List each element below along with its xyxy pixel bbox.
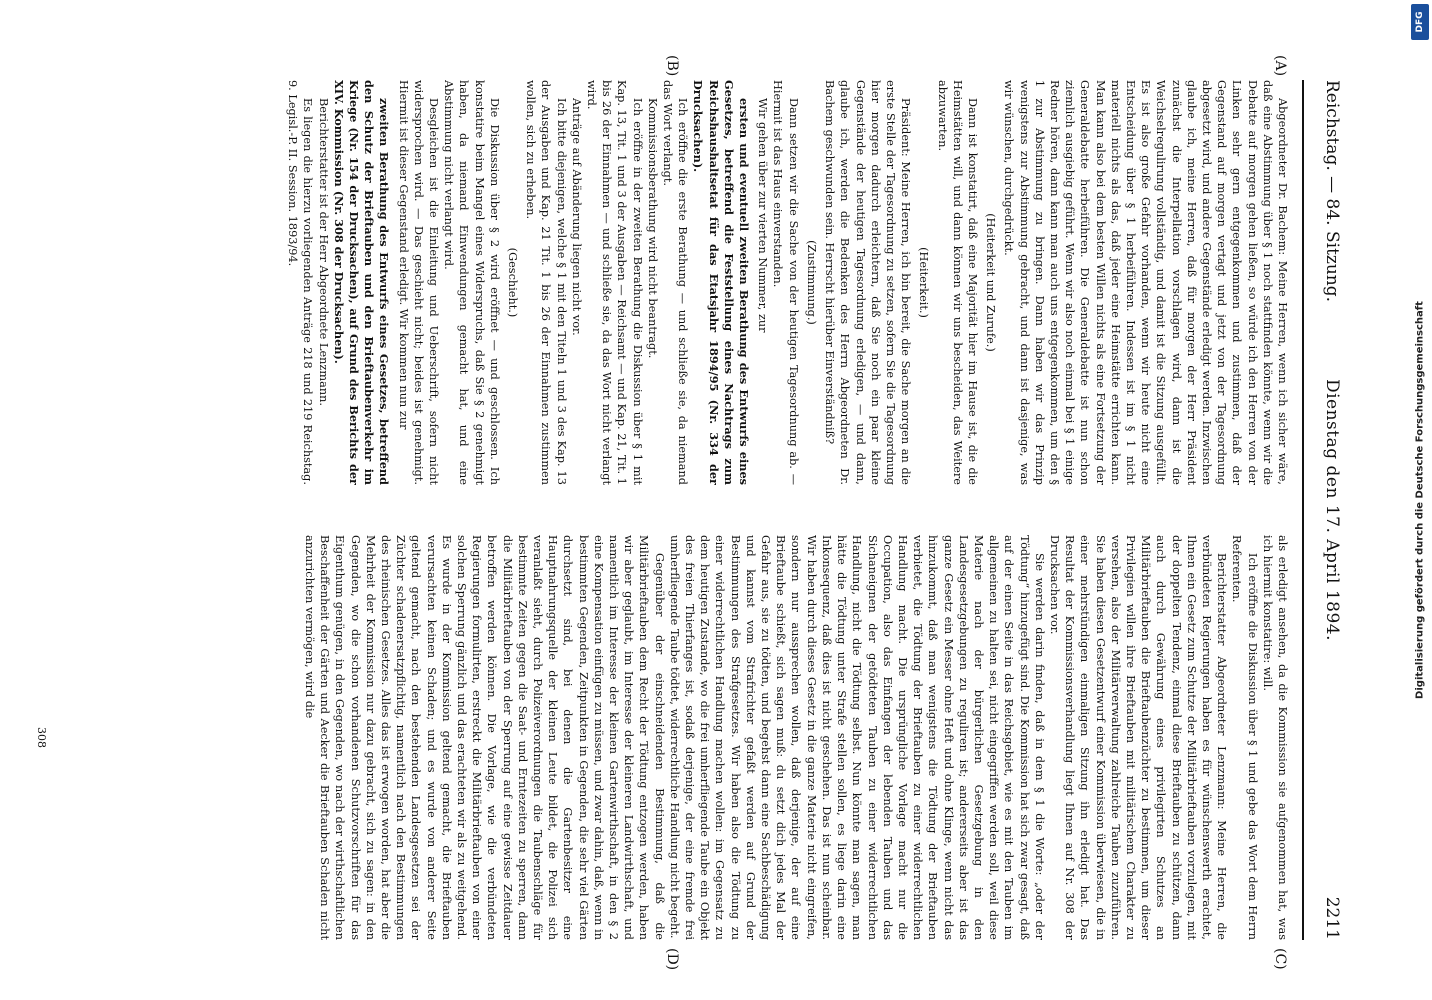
paragraph: ersten und eventuell zweiten Berathung des Entwurfs eines Gesetzes, betreffend die Feststellung eines Nachtrags zum Reichshaushaltsetat für das Etatsjahr 1894/95 (Nr. 334 der Drucksachen). xyxy=(691,80,752,485)
paragraph: Sie werden darin finden, daß in dem § 1 die Worte: „oder der Tödtung“ hinzugefügt sind. Die Kommission hat sich zwar gesagt, daß auf der einen Seite in das Reichsgebiet, wie es mit den Tauben im allgemeinen zu halten sei, nicht eingegriffen werden soll, weil diese Materie nach der bürgerlichen Gesetzgebung in den Landesgesetzgebungen zu reguliren ist; andererseits aber ist das ganze Gesetz ein Messer ohne Heft und ohne Klinge, wenn nicht das hinzukommt, daß man wenigstens die Tödtung der Brieftauben verbietet, die Tödtung der Brieftauben zu einer widerrechtlichen Handlung macht. Die ursprüngliche Vorlage macht nur die Occupation, also das Einfangen der lebenden Tauben und das Sichaneignen der getödteten Tauben zu einer widerrechtlichen Handlung, nicht die Tödtung selbst. Nun könnte man sagen, man hätte die Tödtung unter Strafe stellen sollen, es liege darin eine Inkonsequenz, daß dies ist nicht geschehen. Das ist nun scheinbar. Wir haben durch dieses Gesetz in die ganze Materie nicht eingreifen, sondern nur aussprechen wollen, daß derjenige, der auf eine Brieftaube schießt, sich sagen muß: du setzt dich jedes Mal der Gefahr aus, sie zu tödten, und begehst dann eine Sachbeschädigung und kannst vom Strafrichter gefaßt werden auf Grund der Bestimmungen des Strafgesetzes. Wir haben also die Tödtung zu einer widerrechtlichen Handlung machen wollen: im Gegensatz zu dem heutigen Zustande, wo die frei umherfliegende Taube ein Objekt des freien Thierfanges ist, sodaß derjenige, der eine fremde frei umherfliegende Taube tödtet, widerrechtliche Handlung nicht begeht. xyxy=(667,535,1046,940)
paragraph: zweiten Berathung des Entwurfs eines Gesetzes, betreffend den Schutz der Brieftauben und den Brieftaubenverkehr im Kriege (Nr. 154 der Drucksachen), auf Grund des Berichts der XIV. Kommission (Nr. 308 der Drucksachen). xyxy=(331,80,392,485)
paragraph: Ich eröffne die erste Berathung — und schließe sie, da niemand das Wort verlangt. xyxy=(661,80,690,485)
paragraph: (Heiterkeit und Zurufe.) xyxy=(984,213,998,352)
paragraph: Dann setzen wir die Sache von der heutigen Tagesordnung ab. — Hiermit ist das Haus einverstanden. xyxy=(771,80,800,485)
paragraph: Kommissionsberathung wird nicht beantragt. xyxy=(645,98,659,359)
paragraph: Desgleichen ist die Einleitung und Ueberschrift, sofern nicht widersprochen wird. — Das geschieht nicht; beides ist genehmigt. Hiermit ist dieser Gegenstand erledigt. Wir kommen nun zur xyxy=(396,80,441,485)
page-header xyxy=(1314,80,1350,940)
paragraph: Dann ist konstatirt, daß eine Majorität hier im Hause ist, die die Heimstätten will, und dann können wir uns bescheiden, das Weitere abzuwarten. xyxy=(935,80,979,485)
header-rule xyxy=(1302,80,1304,940)
paragraph: Berichterstatter Abgeordneter Lenzmann: Meine Herren, die verbündeten Regierungen haben es für wünschenswerth erachtet, Ihnen ein Gesetz zum Schutze der Militärbrieftauben vorzulegen, mit der doppelten Tendenz, einmal diese Brieftauben zu schützen, dann auch durch Gewährung eines privilegirten Schutzes an Militärbrieftauben die Brieftaubenzüchter zu bestimmen, um dieser Privilegien willen ihre Brieftauben mit militärischem Charakter zu versehen, also der Militärverwaltung zahlreiche Tauben zuzuführen. Sie haben diesen Gesetzentwurf einer Kommission überwiesen, die in einer mehrstündigen einmaligen Sitzung ihn erledigt hat. Das Resultat der Kommissionsverhandlung liegt Ihnen auf Nr. 308 der Drucksachen vor. xyxy=(1047,535,1229,940)
paragraph: Es liegen die hierzu vorliegenden Anträge 218 und 219 Reichstag. 9. Legisl.-P. II. Session. 1893/94. xyxy=(286,80,315,485)
left-column xyxy=(30,80,1290,485)
paragraph: Berichterstatter ist der Herr Abgeordnete Lenzmann. xyxy=(316,98,330,406)
dfg-logo-text: DFG xyxy=(1415,11,1425,33)
paragraph: (Heiterkeit.) xyxy=(917,247,931,318)
margin-marker-c: (C) xyxy=(1272,948,1288,970)
paragraph: Präsident: Meine Herren, ich bin bereit, die Sache morgen an die erste Stelle der Tagesordnung zu setzen, sofern Sie die Tagesordnung hier morgen dadurch erleichtern, daß Sie noch ein paar kleine Gegenstände der heutigen Tagesordnung erledigen, — und dann, glaube ich, werden die Bedenken des Herrn Abgeordneten Dr. Bachem geschwunden sein. Herrscht hierüber Einverständniß? xyxy=(823,80,913,485)
right-column xyxy=(30,535,1290,940)
margin-marker-a: (A) xyxy=(1272,55,1288,77)
paragraph: als erledigt ansehen, da die Kommission sie aufgenommen hat, was ich hiermit konstatire: will. xyxy=(1260,535,1289,940)
dfg-logo xyxy=(1411,4,1429,40)
header-date: Dienstag den 17. April 1894. xyxy=(1322,378,1342,642)
margin-marker-d: (D) xyxy=(664,948,680,971)
paragraph: Gegenüber der einschneidenden Bestimmung, daß die Militärbrieftauben dem Recht der Tödtung entzogen werden, haben wir aber geglaubt, im Interesse der kleineren Landwirthschaft, und namentlich im Interesse der kleinen Gartenwirthschaft, in den § 2 eine Kompensation einfügen zu müssen, und zwar dahin, daß, wenn in bestimmten Gegenden, Zeitpunkten in Gegenden, die sehr viel Gärten durchsetzt sind, bei denen die Gartenbesitzer eine Hauptnahrungsquelle der kleinen Leute bildet, die Polizei sich veranlaßt sieht, durch Polizeiverordnungen die Taubenschläge für bestimmte Zeiten gegen die Saat- und Erntezeiten zu sperren, dann die Militärbrieftauben von der Sperrung auf eine gewisse Zeitdauer betroffen werden können. Die Vorlage, wie die verbündeten Regierungen formulirten, erstreckt die Militärbrieftauben von einer solchen Sperrung gänzlich und das erachteten wir als zu weitgehend. Es wurde in der Kommission geltend gemacht, die Brieftauben verursachten keinen Schaden; und es wurde von anderer Seite geltend gemacht, nach den bestehenden Landesgesetzen sei der Züchter schadenersatzpflichtig, namentlich nach den Bestimmungen des rheinischen Gesetzes. Alles das ist erwogen worden, hat aber die Mehrheit der Kommission nur dazu gebracht, sich zu sagen: in den Gegenden, wo die schon vorhandenen Schutzvorschriften für das Eigenthum genügen, in den Gegenden, wo nach der wirthschaftlichen Beschaffenheit der Gärten und Aecker die Brieftauben Schaden nicht anzurichten vermögen, wird die xyxy=(303,535,666,940)
paragraph: Die Diskussion über § 2 wird eröffnet — und geschlossen. Ich konstatire beim Mangel eines Widerspruchs, daß Sie § 2 genehmigt haben, da niemand Einwendungen gemacht hat, und eine Abstimmung nicht verlangt wird. xyxy=(442,80,501,485)
paragraph: Ich bitte diejenigen, welche § 1 mit den Titeln 1 und 3 des Kap. 13 der Ausgaben und Kap. 21 Tit. 1 bis 26 der Einnahmen zustimmen wollen, sich zu erheben. xyxy=(524,80,568,485)
footer-number: 308 xyxy=(35,727,48,748)
paragraph: Wir gehen über zur vierten Nummer, zur xyxy=(756,98,770,333)
margin-marker-b: (B) xyxy=(664,55,680,77)
paragraph: (Geschieht.) xyxy=(506,247,520,318)
watermark-text: Digitalisierung gefördert durch die Deutsche Forschungsgemeinschaft xyxy=(1414,301,1426,699)
paragraph: Anträge auf Abänderung liegen nicht vor. xyxy=(569,98,583,336)
paragraph: Abgeordneter Dr. Bachem: Meine Herren, wenn ich sicher wäre, daß eine Abstimmung über § 1 noch stattfinden könnte, wenn wir die Debatte auf morgen gehen ließen, so würde ich den Herren von der Linken sehr gern entgegenkommen und zustimmen, daß der Gegenstand auf morgen vertagt und jetzt von der Tagesordnung abgesetzt wird, und andere Gegenstände erledigt werden. Inzwischen glaube ich, meine Herren, daß für morgen der Herr Präsident zunächst die Interpellation vorschlagen wird, dann ist die Weichselregulirung vollständig, und damit ist die Sitzung ausgefüllt. Es ist also große Gefahr vorhanden, wenn wir heute nicht eine Entscheidung über § 1 herbeiführen. Indessen ist im § 1 nicht materiell nichts als das, daß jeder eine Heimstätte errichten kann. Man kann also bei dem besten Willen nichts als eine Fortsetzung der Generaldebatte herbeiführen. Die Generaldebatte ist nun schon ziemlich ausgiebig geführt. Wenn wir also noch einmal bei § 1 einige Redner hören, dann kann man auch uns entgegenkommen, um den § 1 zur Abstimmung zu bringen. Dann haben wir das Prinzip wenigstens zur Abstimmung gebracht, und dann ist dasjenige, was wir wünschen, durchgedrückt. xyxy=(1002,80,1289,485)
page-number: 2211 xyxy=(1322,896,1342,940)
paragraph: (Zustimmung.) xyxy=(804,240,818,325)
paragraph: Ich eröffne in der zweiten Berathung die Diskussion über § 1 mit Kap. 13, Tit. 1 und 3 der Ausgaben — Reichsamt — und Kap. 21, Tit. 1 bis 26 der Einnahmen — und schließe sie, da das Wort nicht verlangt wird. xyxy=(585,80,644,485)
header-left: Reichstag. — 84. Sitzung. xyxy=(1322,80,1342,303)
paragraph: Ich eröffne die Diskussion über § 1 und gebe das Wort dem Herrn Referenten. xyxy=(1230,535,1259,940)
